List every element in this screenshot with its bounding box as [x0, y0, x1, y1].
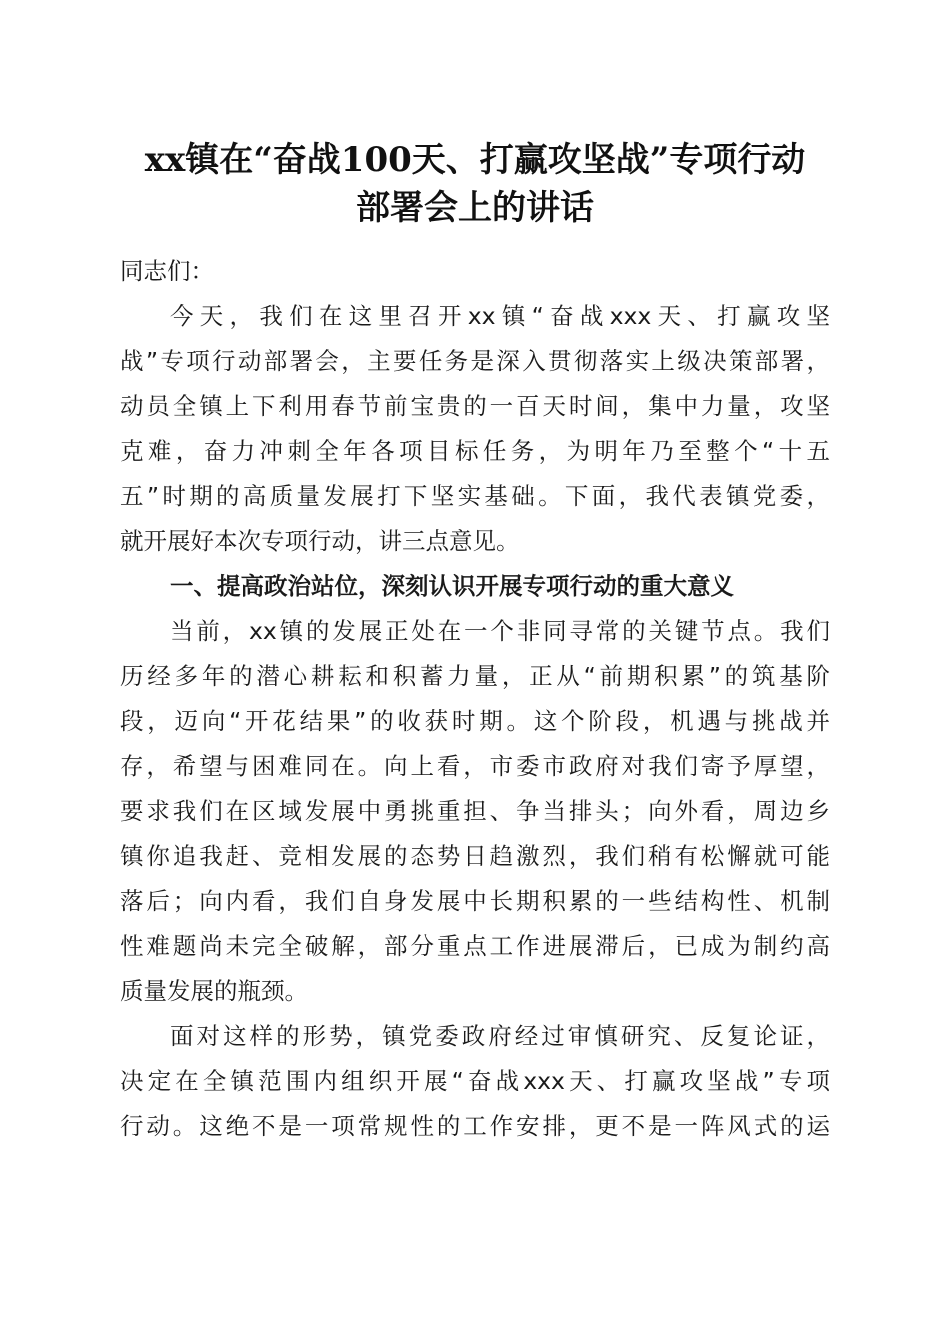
- paragraph-line: 克难，奋力冲刺全年各项目标任务，为明年乃至整个“十五: [120, 437, 830, 465]
- paragraph-line: 当前，xx镇的发展正处在一个非同寻常的关键节点。我们: [170, 617, 830, 645]
- paragraph-line: 历经多年的潜心耕耘和积蓄力量，正从“前期积累”的筑基阶: [120, 662, 830, 690]
- title-line-1: xx镇在“奋战100天、打赢攻坚战”专项行动: [144, 140, 806, 180]
- paragraph-line: 落后；向内看，我们自身发展中长期积累的一些结构性、机制: [120, 887, 830, 915]
- paragraph-line: 要求我们在区域发展中勇挑重担、争当排头；向外看，周边乡: [120, 797, 830, 825]
- document-body: [120, 249, 830, 1149]
- paragraph-1: [120, 294, 830, 564]
- document-title: [100, 136, 850, 232]
- paragraph-line: 决定在全镇范围内组织开展“奋战xxx天、打赢攻坚战”专项: [120, 1067, 830, 1095]
- paragraph-line: 动员全镇上下利用春节前宝贵的一百天时间，集中力量，攻坚: [120, 392, 830, 420]
- paragraph-line: 段，迈向“开花结果”的收获时期。这个阶段，机遇与挑战并: [120, 707, 830, 735]
- paragraph-line: 镇你追我赶、竞相发展的态势日趋激烈，我们稍有松懈就可能: [120, 842, 830, 870]
- paragraph-line: 存，希望与困难同在。向上看，市委市政府对我们寄予厚望，: [120, 752, 830, 780]
- section-heading-1: 一、提高政治站位，深刻认识开展专项行动的重大意义: [170, 572, 734, 600]
- paragraph-line: 面对这样的形势，镇党委政府经过审慎研究、反复论证，: [170, 1022, 830, 1050]
- paragraph-line: 性难题尚未完全破解，部分重点工作进展滞后，已成为制约高: [120, 932, 830, 960]
- paragraph-line: 行动。这绝不是一项常规性的工作安排，更不是一阵风式的运: [120, 1112, 830, 1140]
- paragraph-line: 就开展好本次专项行动，讲三点意见。: [120, 527, 520, 555]
- paragraph-line: 战”专项行动部署会，主要任务是深入贯彻落实上级决策部署，: [120, 347, 830, 375]
- paragraph-2: [120, 609, 830, 1014]
- paragraph-line: 今天，我们在这里召开xx镇“奋战xxx天、打赢攻坚: [170, 302, 830, 330]
- paragraph-line: 质量发展的瓶颈。: [120, 977, 308, 1005]
- salutation: 同志们：: [120, 257, 214, 285]
- paragraph-line: 五”时期的高质量发展打下坚实基础。下面，我代表镇党委，: [120, 482, 830, 510]
- paragraph-3: [120, 1014, 830, 1149]
- title-line-2: 部署会上的讲话: [356, 188, 594, 228]
